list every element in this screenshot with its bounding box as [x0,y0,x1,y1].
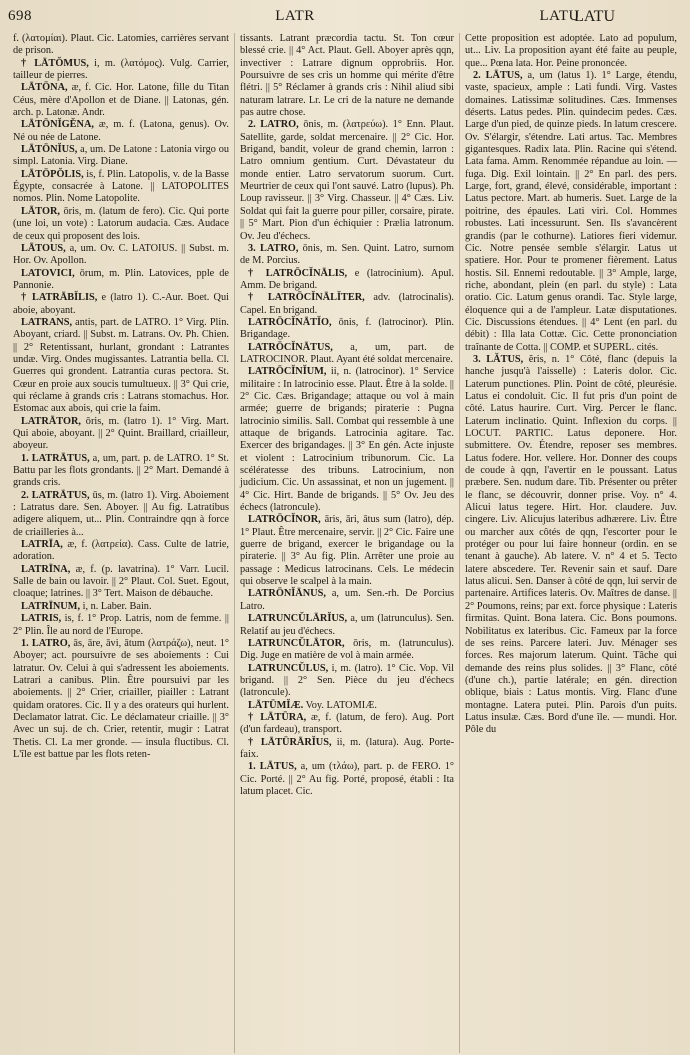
definition: ūs, m. (latro 1). Virg. Aboiement : Latratus dare. Sen. Aboyer. || Au fig. Latratibus adigere aliquem, ut... Plin. Contraindre qqn à force de criailleries à... [13,489,229,538]
dictionary-entry [240,366,454,514]
definition: a, um (latus 1). 1° Large, étendu, vaste, spacieux, ample : Lati fundi. Virg. Vastes domaines. Latissimæ solitudines. Cæs. Immenses déserts. Latus pedes. Plin. quindecim pedes. Cæs. Large d'un pied, de quinze pieds. In latum crescere. Ov. S'élargir, s'étendre. Lati artus. Tac. Membres gigantesques. Radix lata. Plin. Racine qui s'étend. Lata fama. Amm. Renommée répandue au loin. — fuga. Dig. Exil lointain. || 2° En parl. des pers. Large, fort, grand, élevé, considérable, important : Latus pectore. Mart. ab humeris. Suet. Large de la poitrine, des épaules. Lati viri. Col. Hommes robustes. Lati incessurunt. Sen. Ils s'avancèrent grandis (par le cothurne). Latiores fieri videmur. Cic. Notre pensée semble s'élargir. Latus ut spatiere. Hor. Pour te promener fièrement. Latus hostis. Sil. Ennemi redoutable. || 3° Ample, large, riche, abondant, plein (en parl. du style) : Lata oratio. Cic. Latum genus orandi. Tac. Style large, éloquence qui a de l'ampleur. Latæ disputationes. Cic. Discussions étendues. || 4° Lent (en parl. du débit) : Illa lata Cottæ. Cic. Cette prononciation traînante de Cotta. || COMP. et SUPERL. cités. [465,70,677,353]
column-middle [234,33,459,1053]
definition: i, m. (λατόμος). Vulg. Carrier, tailleur de pierres. [13,57,229,82]
dictionary-entry [13,206,229,243]
dictionary-entry [240,663,454,700]
definition: ōnis, f. (latrocinor). Plin. Brigandage. [240,316,454,341]
definition: is, f. Plin. Latopolis, v. de la Basse Égypte, consacrée à Latone. || LATOPOLITES nomos. Plin. Nome Latopolite. [13,168,229,205]
dictionary-entry [240,514,454,588]
left-running-head: LATR [275,8,315,24]
definition: a, um. De Latone : Latonia virgo ou simpl. Latonia. Virg. Diane. [13,144,229,168]
definition: ōnis, m. Sen. Quint. Latro, surnom de M. Porcius. [240,242,454,267]
dictionary-entry [13,539,229,564]
headword: LĀTŌNĬGĔNA, [21,119,94,131]
headword: 2. LĀTUS, [473,70,523,82]
dictionary-entry [240,243,454,268]
definition: i, m. (latro). 1° Cic. Vop. Vil brigand. || 2° Sen. Pièce du jeu d'échecs (latroncule). [240,662,454,699]
dictionary-entry [240,342,454,367]
headword: LATRIS, [21,613,62,625]
definition: ĕris, n. 1° Côté, flanc (depuis la hanche jusqu'à l'aisselle) : Lateris dolor. Cic. Laterum punctiones. Plin. Point de côté, pleurésie. Latus ei condoluit. Cic. Il fut pris d'un point de côté. Latus haurire. Curt. Virg. Percer le flanc. Laterum inclinatio. Quint. Inflexion du corps. || LOCUT. PARTIC. Latus deponere. Hor. submittere. Ov. Étendre, reposer ses membres. Latus fodere. Hor. vellere. Hor. Donner des coups de coude à qqn, l'avertir en le poussant. Latus præbere. Sen. nudum dare. Tib. Présenter ou prêter le flanc, se découvrir, donner prise. Voy. n° 4. Alicui latus tegere. Hirt. Hor. claudere. Juv. cingere. Liv. Alicujus lateribus adhærere. Liv. Être ou marcher aux côtés de qqn, l'escorter pour le protéger ou pour lui faire honneur (ordin. en se tenant à gauche). Ab latere. V. n° 4 et 5. Tecto latere abscedere. Ter. Revenir sain et sauf. Dare latus alicui. Sen. Danser à côté de qqn, lui servir de partenaire. Artifices lateris. Ov. Maîtres de danse. || 2° Poumons, reins; par ext. force physique : Lateris firmitas. Quint. Bona latera. Cic. Bons poumons. Nobilitatus ex lateribus. Cic. Fameux par la force de ses reins. Parcere lateri. Juv. Ménager ses forces. Res majorum laterum. Quint. Tâche qui demande des reins plus solides. || 3° Flanc, côté (d'une ch.), partie latérale; en gén. direction oblique, biais : Latus montis. Virg. Flanc d'une montagne. Latera putei. Plin. Parois d'un puits. Latus insulæ. Cæs. Bord d'une île. — mundi. Hor. Pôle du [465,353,677,736]
headword: LĀTŌNA, [21,82,68,94]
center-running-head: LATU [539,8,580,24]
column-left [8,33,234,1053]
headword: 2. LATRO, [248,119,299,131]
headword: LĀTŪMĬÆ. [248,699,304,711]
dictionary-entry [13,268,229,293]
column-right [459,33,682,1053]
definition: ii, n. (latrocinor). 1° Service militaire : In latrocinio esse. Plaut. Être à la solde. || 2° Cic. Cæs. Brigandage; attaque ou vol à main armée; guerre de brigands; piraterie : Pugna latrocinio similis. Sall. Combat qui ressemble à une attaque de brigands. Latrocinia agitare. Tac. Exercer des brigandages. || 3° En gén. Acte injuste et violent : Latrocinium tribunorum. Cic. La scélératesse des tribuns. Latrocinium, non judicium. Cic. Un assassinat, et non un jugement. || 4° Cic. Hirt. Bande de brigands. || 5° Ov. Jeu des échecs (latroncule). [240,366,454,514]
dictionary-entry [240,119,454,242]
definition: ās, āre, āvi, ātum (λατράζω), neut. 1° Aboyer; act. poursuivre de ses aboiements : Cui latratur. Ov. Celui à qui s'adressent les aboiements. Latrari a canibus. Plin. Être poursuivi par les aboiements. || 2° Crier, criailler, piailler : Latrant quidam oratores. Cic. Il y a des orateurs qui hurlent. Declamator latrat. Cic. Le déclamateur criaille. || 3° Avec un suj. de ch. Crier, retentir, mugir : Latrat Thetis. Cl. La mer gronde. — insula fluctibus. Cl. L'île est battue par les flots reten- [13,637,229,760]
definition: æ, f. (p. lavatrina). 1° Varr. Lucil. Salle de bain ou lavoir. || 2° Plaut. Col. Suet. Egout, cloaque; latrines. || 3° Tert. Maison de débauche. [13,563,229,600]
dictionary-entry [465,354,677,737]
dictionary-entry [240,761,454,798]
definition: ōris, m. (latum de fero). Cic. Qui porte (une loi, un vote) : Latorum audacia. Cæs. Audace de ceux qui proposent des lois. [13,205,229,242]
headword: LATOVICI, [21,267,75,279]
dictionary-entry [240,737,454,762]
definition: a, um (τλάω), part. p. de FERO. 1° Cic. Porté. || 2° Au fig. Porté, proposé, établi : Ita latum placet. Cic. [240,761,454,797]
dictionary-entry [13,453,229,490]
dictionary-entry [240,292,454,317]
definition: a, um. Ov. C. LATOIUS. || Subst. m. Hor. Ov. Apollon. [13,242,229,267]
headword: LĀTŌPŎLIS, [21,168,84,180]
dictionary-entry [13,638,229,761]
headword: 2. LATRĀTUS, [21,489,90,501]
definition: antis, part. de LATRO. 1° Virg. Plin. Aboyant, criard. || Subst. m. Latrans. Ov. Ph. Chien. || 2° Retentissant, hurlant, grondant : Latrantes undæ. Virg. Ondes mugissantes. Latrantia bella. Cl. Guerres qui grondent. Latrantia curas pectora. St. Cœur en proie aux soucis tumultueux. || 3° Qui crie, qui réclame à grands cris : Latrans stomachus. Hor. Estomac aux abois, qui crie la faim. [13,316,229,415]
dictionary-entry [240,317,454,342]
dictionary-entry [13,144,229,169]
definition: ōnis, m. (λατρεύω). 1° Enn. Plaut. Satellite, garde, soldat mercenaire. || 2° Cic. Hor. Brigand, bandit, voleur de grand chemin, larron : Latro omnium gentium. Curt. Dévastateur du monde entier. Latro servatorum suorum. Curt. Meurtrier de ceux qui l'ont sauvé. Latro (lupus). Ph. Loup ravisseur. || 3° Virg. Chasseur. || 4° Cæs. Liv. Soldat qui fait la guerre pour piller, corsaire, pirate. || 5° Mart. Pion d'un échiquier : Prælia latronum. Ov. Jeu d'échecs. [240,119,454,242]
headword: † LĀTŎMUS, [21,57,89,69]
dictionary-entry [240,268,454,293]
text-columns [8,33,682,1053]
headword: LATRŌCĬNOR, [248,514,321,526]
headword: † LATRŌCĬNĀLIS, [248,267,348,279]
headword: LATRĪNUM, [21,600,81,612]
definition: i, n. Laber. Bain. [80,600,152,612]
page-number: 698 [8,8,32,24]
headword: LATRANS, [21,316,73,328]
entry-continuation: tissants. Latrant præcordia tactu. St. Ton cœur blessé crie. || 4° Act. Plaut. Gell. Aboyer après qqn, invectiver : Latrare dignum opprobriis. Hor. Poursuivre de ses cris un homme qui mérite d'être flétri. || 5° Réclamer à grands cris : Nihil aliud sibi naturam latrare. Lr. Le cri de la nature ne demande pas autre chose. [240,33,454,119]
definition: ōris, m. (latrunculus). Dig. Juge en matière de vol à main armée. [240,637,454,662]
headword: † LATRĀBĬLIS, [21,292,98,304]
headword: 1. LĀTUS, [248,761,297,773]
headword: LATRĪA, [21,539,63,551]
dictionary-entry [240,588,454,613]
definition: æ, f. (λατρεία). Cass. Culte de latrie, adoration. [13,539,229,563]
right-running-head: LATU [574,8,615,25]
dictionary-entry [13,82,229,119]
definition: e (latrocinium). Apul. Amm. De brigand. [240,267,454,291]
headword: 3. LATRO, [248,242,299,254]
definition: a, um, part. p. de LATRO. 1° St. Battu par les flots grondants. || 2° Mart. Demandé à grands cris. [13,452,229,489]
definition: āris, āri, ātus sum (latro), dép. 1° Plaut. Être mercenaire, servir. || 2° Cic. Faire une guerre de brigand, exercer le brigandage ou la piraterie. || 3° Au fig. Plin. Arrêter une proie au passage : Medicus latrocinans. Cels. Le médecin qui observe le scalpel à la main. [240,514,454,588]
dictionary-entry [13,564,229,601]
dictionary-entry [240,712,454,737]
headword: 3. LĂTUS, [473,353,524,365]
headword: LATRĪNA, [21,563,71,575]
definition: æ, f. Cic. Hor. Latone, fille du Titan Céus, mère d'Apollon et de Diane. || Latonas, gén. arch. p. Latonæ. Andr. [13,82,229,119]
definition: adv. (latrocinalis). Capel. En brigand. [240,292,454,316]
headword: LATRŌCĬNĬUM, [248,366,327,378]
headword: 1. LATRO, [21,637,71,649]
dictionary-entry [465,70,677,354]
dictionary-entry [13,601,229,613]
headword: LATRŌCĬNĀTĬO, [248,316,332,328]
headword: LATRĀTOR, [21,415,81,427]
definition: e (latro 1). C.-Aur. Boet. Qui aboie, aboyant. [13,292,229,316]
dictionary-entry [13,243,229,268]
dictionary-entry [240,638,454,663]
headword: † LĀTŪRA, [248,711,307,723]
definition: ōris, m. (latro 1). 1° Virg. Mart. Qui aboie, aboyant. || 2° Quint. Braillard, criailleur, aboyeur. [13,415,229,452]
headword: LATRUNCŬLĀRĬUS, [248,613,348,625]
definition: a, um, part. de LATROCINOR. Plaut. Ayant été soldat mercenaire. [240,341,454,365]
dictionary-entry [240,613,454,638]
headword: LATRŌCĬNĀTUS, [248,341,333,353]
dictionary-entry [13,292,229,317]
headword: † LĀTŪRĀRĬUS, [248,736,332,748]
headword: LATRUNCŬLĀTOR, [248,637,345,649]
definition: æ, m. f. (Latona, genus). Ov. Né ou née de Latone. [13,119,229,143]
headword: LATRŌNĬĀNUS, [248,588,326,600]
headword: LĀTOR, [21,205,61,217]
definition: æ, f. (latum, de fero). Aug. Port (d'un fardeau), transport. [240,711,454,736]
dictionary-entry [13,119,229,144]
dictionary-entry [13,613,229,638]
definition: ii, m. (latura). Aug. Porte-faix. [240,736,455,760]
definition: a, um. Sen.-rh. De Porcius Latro. [240,588,454,612]
entry-continuation: Cette proposition est adoptée. Lato ad populum, ut... Liv. La proposition ayant été faite au peuple, que... Pœna lata. Hor. Peine prononcée. [465,33,677,69]
dictionary-entry [13,317,229,416]
headword: † LATRŌCĬNĀLĬTER, [248,292,365,304]
definition: is, f. 1° Prop. Latris, nom de femme. || 2° Plin. Île au nord de l'Europe. [13,613,229,637]
headword: LĀTOUS, [21,242,66,254]
dictionary-entry [13,490,229,539]
dictionary-entry [13,416,229,453]
headword: LATRUNCŬLUS, [248,662,329,674]
definition: a, um (latrunculus). Sen. Relatif au jeu d'échecs. [240,613,454,637]
definition: Voy. LATOMIÆ. [303,699,377,711]
dictionary-entry [13,169,229,206]
entry-continuation: f. (λατομίαι). Plaut. Cic. Latomies, carrières servant de prison. [13,33,229,57]
dictionary-entry [13,58,229,83]
dictionary-entry [240,700,454,712]
headword: 1. LATRĀTUS, [21,452,90,464]
definition: ōrum, m. Plin. Latovices, pple de Pannonie. [13,267,229,291]
headword: LĀTŌNĬUS, [21,144,78,156]
